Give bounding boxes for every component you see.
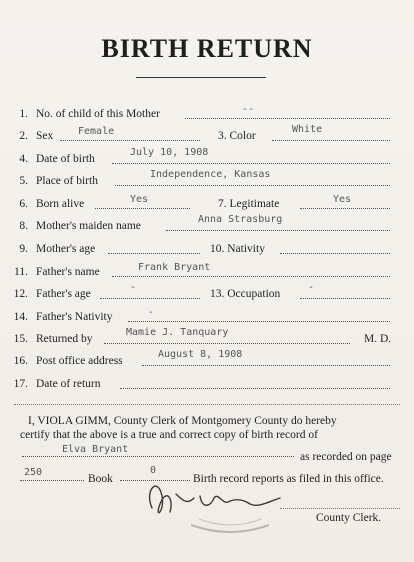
fill-line: [272, 130, 390, 141]
signer-title: County Clerk.: [316, 512, 382, 524]
row-value: Female: [78, 126, 115, 137]
row-label: Mother's maiden name: [36, 220, 141, 232]
row-number: 15.: [13, 333, 28, 345]
certification-recorded: as recorded on page: [300, 451, 392, 463]
row-number: 11.: [14, 266, 28, 278]
book-number-value: 0: [150, 465, 157, 476]
row-suffix: M. D.: [364, 333, 392, 345]
row-father-age-occupation: [0, 282, 414, 306]
row-label-secondary: 3. Color: [218, 130, 256, 142]
row-label: Father's age: [36, 288, 91, 300]
certified-person-name: Elva Bryant: [62, 444, 129, 455]
row-label: Date of return: [36, 378, 101, 390]
section-divider: [14, 404, 400, 405]
certification-line-2: certify that the above is a true and correct copy of birth record of: [20, 429, 318, 441]
signature-line: [280, 508, 400, 509]
row-label: Returned by: [36, 333, 93, 345]
fill-line: [185, 108, 390, 119]
row-number: 12.: [13, 288, 28, 300]
book-label: Book: [88, 473, 113, 485]
row-label: Date of birth: [36, 153, 95, 165]
fill-line: [120, 378, 390, 389]
row-label-secondary: 10. Nativity: [210, 243, 265, 255]
row-number: 5.: [19, 175, 28, 187]
certification-line-1: I, VIOLA GIMM, County Clerk of Montgomery County do hereby: [28, 415, 337, 427]
row-number: 16.: [13, 355, 28, 367]
title-underline: [136, 77, 266, 78]
row-value: Anna Strasburg: [198, 214, 283, 225]
row-father-name: [0, 262, 414, 284]
row-value: -: [148, 307, 155, 318]
row-mother-age-nativity: [0, 243, 414, 261]
row-value: --: [242, 104, 255, 115]
row-date-of-return: [0, 378, 414, 396]
row-value: Yes: [130, 194, 149, 205]
row-label: Post office address: [36, 355, 123, 367]
clerk-seal-stamp: [185, 495, 275, 535]
row-label: Sex: [36, 130, 54, 142]
row-label-secondary: 7. Legitimate: [218, 198, 280, 210]
row-number: 4.: [19, 153, 28, 165]
row-number: 14.: [13, 311, 28, 323]
row-number: 6.: [19, 198, 28, 210]
row-value: -: [130, 282, 137, 293]
row-number: 8.: [19, 220, 28, 232]
row-value-secondary: Yes: [333, 194, 352, 205]
fill-line: [128, 311, 390, 322]
row-number: 9.: [19, 243, 28, 255]
row-label-secondary: 13. Occupation: [210, 288, 281, 300]
row-label: No. of child of this Mother: [36, 108, 160, 120]
row-value-secondary: White: [292, 124, 323, 135]
row-value: Mamie J. Tanquary: [126, 327, 229, 338]
row-value: July 10, 1908: [130, 147, 209, 158]
row-value: August 8, 1908: [158, 349, 243, 360]
certification-tail: Birth record reports as filed in this office.: [193, 473, 384, 485]
row-label: Father's name: [36, 266, 100, 278]
row-value-secondary: -: [308, 282, 315, 293]
fill-line: [100, 288, 200, 299]
row-post-office-address: [0, 349, 414, 373]
fill-line: [108, 243, 200, 254]
row-value: Frank Bryant: [138, 262, 211, 273]
row-label: Place of birth: [36, 175, 98, 187]
document-title: BIRTH RETURN: [101, 34, 313, 63]
row-number: 17.: [13, 378, 28, 390]
row-sex-color: [0, 124, 414, 148]
row-label: Father's Nativity: [36, 311, 113, 323]
row-label: Mother's age: [36, 243, 96, 255]
row-child-number: [0, 104, 414, 126]
row-mother-maiden-name: [0, 214, 414, 238]
row-place-of-birth: [0, 169, 414, 193]
row-label: Born alive: [36, 198, 85, 210]
row-value: Independence, Kansas: [150, 169, 271, 180]
row-number: 1.: [19, 108, 28, 120]
page-number-value: 250: [24, 467, 43, 478]
fill-line: [280, 243, 390, 254]
row-number: 2.: [19, 130, 28, 142]
